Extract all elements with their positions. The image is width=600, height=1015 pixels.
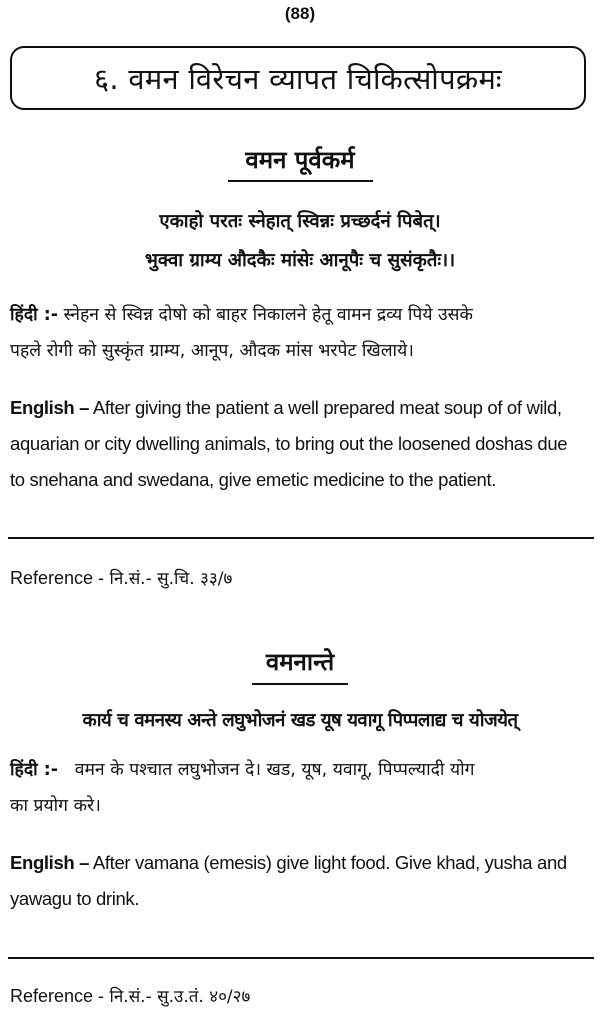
hindi-label: हिंदी :- (10, 305, 59, 325)
reference-label: Reference - (10, 986, 105, 1006)
section2-divider (8, 957, 594, 959)
section1-divider (8, 537, 594, 539)
section1-reference (10, 566, 232, 589)
section1-english-line2: aquarian or city dwelling animals, to bring out the loosened doshas due (10, 433, 568, 454)
section2-english-line2: yawagu to drink. (10, 888, 140, 909)
english-label: English – (10, 852, 90, 873)
section2-english-line1: After vamana (emesis) give light food. Give khad, yusha and (92, 852, 567, 873)
reference-value: नि.सं.- सु.उ.तं. ४०/२७ (109, 987, 251, 1007)
section1-english-line3: to snehana and swedana, give emetic medicine to the patient. (10, 469, 497, 490)
section2-heading-underline (252, 683, 348, 685)
section1-heading-underline (228, 180, 373, 182)
section2-hindi-line1: वमन के पश्चात लघुभोजन दे। खड, यूष, यवागू, पिप्पल्यादी योग (74, 760, 475, 780)
section1-hindi-paragraph (10, 297, 594, 369)
section1-heading: वमन पूर्वकर्म (245, 146, 355, 174)
reference-value: नि.सं.- सु.चि. ३३/७ (109, 569, 233, 589)
section1-verse-line1: एकाहो परतः स्नेहात् स्विन्नः प्रच्छर्दनं पिबेत्। (159, 211, 441, 232)
chapter-title: ६. वमन विरेचन व्यापत चिकित्सोपक्रमः (94, 61, 502, 96)
section2-hindi-line2: का प्रयोग करे। (10, 796, 101, 816)
reference-label: Reference - (10, 568, 105, 588)
section2-english-paragraph (10, 845, 596, 917)
section2-verse-line1: कार्य च वमनस्य अन्ते लघुभोजनं खड यूष यवागू पिप्पलाद्य च योजयेत् (82, 710, 518, 731)
section2-heading: वमनान्ते (265, 648, 335, 676)
section1-english-line1: After giving the patient a well prepared meat soup of of wild, (92, 397, 562, 418)
section1-hindi-line2: पहले रोगी को सुस्कृंत ग्राम्य, आनूप, औदक मांस भरपेट खिलाये। (10, 341, 414, 361)
english-label: English – (10, 397, 90, 418)
section1-verse-line2: भुक्वा ग्राम्य औदकैः मांसेः आनूपैः च सुसंकृतैः।। (144, 250, 456, 271)
page-number: (88) (284, 4, 316, 23)
chapter-title-box (10, 46, 586, 110)
section2-reference (10, 984, 250, 1007)
section1-english-paragraph (10, 390, 596, 498)
section1-hindi-line1: स्नेहन से स्विन्न दोषो को बाहर निकालने हेतू वामन द्रव्य पिये उसके (63, 305, 473, 325)
section2-hindi-paragraph (10, 752, 594, 824)
hindi-label: हिंदी :- (10, 760, 59, 780)
